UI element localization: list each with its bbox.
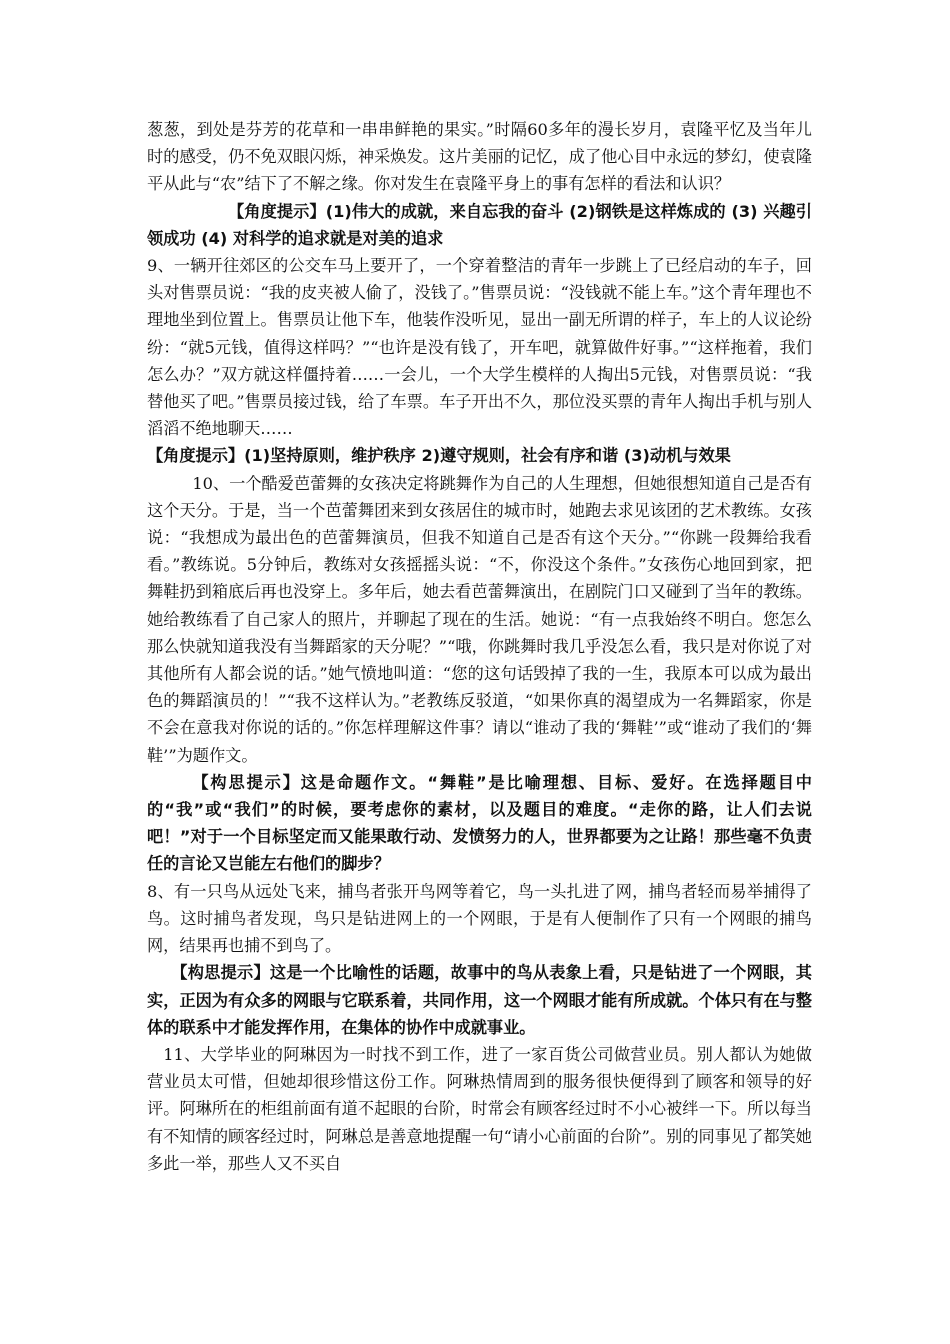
paragraph-yuan-longping-end: 葱葱，到处是芬芳的花草和一串串鲜艳的果实。”时隔60多年的漫长岁月，袁隆平忆及当年儿时的感受，仍不免双眼闪烁，神采焕发。这片美丽的记忆，成了他心目中永远的梦幻，使袁隆平从此与“农”结下了不解之缘。你对发生在袁隆平身上的事有怎样的看法和认识？ xyxy=(147,120,812,194)
angle-hint-1: 【角度提示】(1)伟大的成就，来自忘我的奋斗 (2)钢铁是这样炼成的 (3) 兴趣引领成功 (4) 对科学的追求就是对美的追求 xyxy=(147,201,812,248)
document-page xyxy=(147,116,812,1177)
paragraph-bus-story: 9、一辆开往郊区的公交车马上要开了，一个穿着整洁的青年一步跳上了已经启动的车子，回头对售票员说：“我的皮夹被人偷了，没钱了。”售票员说：“没钱就不能上车。”这个青年理也不理地坐到位置上。售票员让他下车，他装作没听见，显出一副无所谓的样子，车上的人议论纷纷：“就5元钱，值得这样吗？”“也许是没有钱了，开车吧，就算做件好事。”“这样拖着，我们怎么办？”双方就这样僵持着……一会儿，一个大学生模样的人掏出5元钱，对售票员说：“我替他买了吧。”售票员接过钱，给了车票。车子开出不久，那位没买票的青年人掏出手机与别人滔滔不绝地聊天…… xyxy=(147,256,812,439)
paragraph-alin-story: 11、大学毕业的阿琳因为一时找不到工作，进了一家百货公司做营业员。别人都认为她做营业员太可惜，但她却很珍惜这份工作。阿琳热情周到的服务很快便得到了顾客和领导的好评。阿琳所在的柜组前面有道不起眼的台阶，时常会有顾客经过时不小心被绊一下。所以每当有不知情的顾客经过时，阿琳总是善意地提醒一句“请小心前面的台阶”。别的同事见了都笑她多此一举，那些人又不买自 xyxy=(147,1044,812,1173)
paragraph-bird-story: 8、有一只鸟从远处飞来，捕鸟者张开鸟网等着它，鸟一头扎进了网，捕鸟者轻而易举捕得了鸟。这时捕鸟者发现，鸟只是钻进网上的一个网眼，于是有人便制作了只有一个网眼的捕鸟网，结果再也捕不到鸟了。 xyxy=(147,881,812,956)
paragraph-ballet-story: 10、一个酷爱芭蕾舞的女孩决定将跳舞作为自己的人生理想，但她很想知道自己是否有这个天分。于是，当一个芭蕾舞团来到女孩居住的城市时，她跑去求见该团的艺术教练。女孩说：“我想成为最出色的芭蕾舞演员，但我不知道自己是否有这个天分。”“你跳一段舞给我看看。”教练说。5分钟后，教练对女孩摇摇头说：“不，你没这个条件。”女孩伤心地回到家，把舞鞋扔到箱底后再也没穿上。多年后，她去看芭蕾舞演出，在剧院门口又碰到了当年的教练。她给教练看了自己家人的照片，并聊起了现在的生活。她说：“有一点我始终不明白。您怎么那么快就知道我没有当舞蹈家的天分呢？”“哦，你跳舞时我几乎没怎么看，我只是对你说了对其他所有人都会说的话。”她气愤地叫道：“您的这句话毁掉了我的一生，我原本可以成为最出色的舞蹈演员的！”“我不这样认为。”老教练反驳道，“如果你真的渴望成为一名舞蹈家，你是不会在意我对你说的话的。”你怎样理解这件事？请以“谁动了我的‘舞鞋’”或“谁动了我们的‘舞鞋’”为题作文。 xyxy=(147,473,812,765)
angle-hint-2: 【角度提示】(1)坚持原则，维护秩序 2)遵守规则，社会有序和谐 (3)动机与效果 xyxy=(147,446,731,466)
idea-hint-bird: 【构思提示】这是一个比喻性的话题，故事中的鸟从表象上看，只是钻进了一个网眼，其实，正因为有众多的网眼与它联系着，共同作用，这一个网眼才能有所成就。个体只有在与整体的联系中才能发挥作用，在集体的协作中成就事业。 xyxy=(147,963,812,1037)
idea-hint-ballet: 【构思提示】这是命题作文。“舞鞋”是比喻理想、目标、爱好。在选择题目中的“我”或“我们”的时候，要考虑你的素材，以及题目的难度。“走你的路，让人们去说吧！”对于一个目标坚定而又能果敢行动、发愤努力的人，世界都要为之让路！那些毫不负责任的言论又岂能左右他们的脚步？ xyxy=(147,772,812,874)
